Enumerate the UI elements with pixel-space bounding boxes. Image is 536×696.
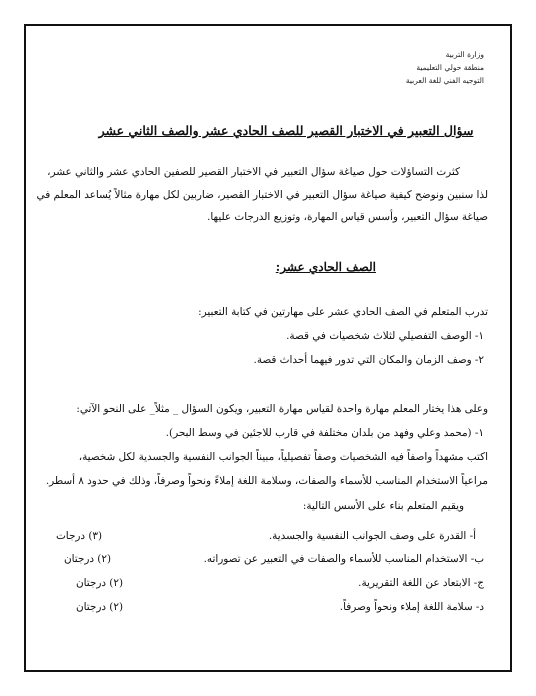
region-name: منطقة حولي التعليمية	[416, 63, 484, 72]
question-intro: وعلى هذا يختار المعلم مهارة واحدة لقياس مهارة التعبير، ويكون السؤال _ مثلاً_ على النحو الآتي:	[76, 403, 488, 415]
criterion-label-a: أ- القدرة على وصف الجوانب النفسية والجسدية.	[268, 530, 476, 542]
ministry-name: وزارة التربية	[445, 50, 484, 59]
criterion-label-d: د- سلامة اللغة إملاء ونحواً وصرفاً.	[339, 601, 484, 613]
task-line-1: اكتب مشهداً واصفاً فيه الشخصيات وصفاً تفصيلياً، مبيناً الجوانب النفسية والجسدية لكل شخصية،	[78, 451, 488, 463]
section-title: الصف الحادي عشر:	[275, 260, 376, 274]
criterion-label-b: ب- الاستخدام المناسب للأسماء والصفات في التعبير عن تصوراته.	[203, 553, 484, 565]
document-title: سؤال التعبير في الاختبار القصير للصف الحادي عشر والصف الثاني عشر	[98, 123, 474, 138]
assessment-intro: ويقيم المتعلم بناء على الأسس التالية:	[302, 500, 464, 512]
question-item-1: ١- (محمد وعلي وفهد من بلدان مختلفة في قارب للاجئين في وسط البحر).	[165, 427, 484, 439]
page-border	[24, 24, 512, 672]
skill-item-2: ٢- وصف الزمان والمكان التي تدور فيهما أحداث قصة.	[253, 354, 484, 366]
criterion-score-c: (٢) درجتان	[76, 577, 124, 589]
criterion-score-a: (٣) درجات	[56, 530, 103, 542]
intro-line-1: كثرت التساؤلات حول صياغة سؤال التعبير في الاختبار القصير للصفين الحادي عشر والثاني عشر،	[47, 166, 460, 178]
criterion-score-d: (٢) درجتان	[76, 601, 124, 613]
criterion-label-c: ج- الابتعاد عن اللغة التقريرية.	[358, 577, 484, 589]
skill-item-1: ١- الوصف التفصيلي لثلاث شخصيات في قصة.	[286, 330, 484, 342]
intro-line-3: صياغة سؤال التعبير، وأسس قياس المهارة، وتوزيع الدرجات عليها.	[207, 211, 488, 223]
skills-intro: تدرب المتعلم في الصف الحادي عشر على مهارتين في كتابة التعبير:	[198, 306, 488, 318]
intro-line-2: لذا سنبين ونوضح كيفية صياغة سؤال التعبير في الاختبار القصير، ضاربين لكل مهارة مثالاً يُساعد المعلم في	[36, 188, 488, 201]
task-line-2: مراعياً الاستخدام المناسب للأسماء والصفات، وسلامة اللغة إملاءً ونحواً وصرفاً، وذلك في حدود ٨ أسطر.	[45, 475, 488, 487]
department-name: التوجيه الفني للغة العربية	[405, 76, 484, 85]
criterion-score-b: (٢) درجتان	[64, 553, 112, 565]
letterhead	[406, 48, 484, 87]
intro-paragraph	[37, 161, 488, 229]
